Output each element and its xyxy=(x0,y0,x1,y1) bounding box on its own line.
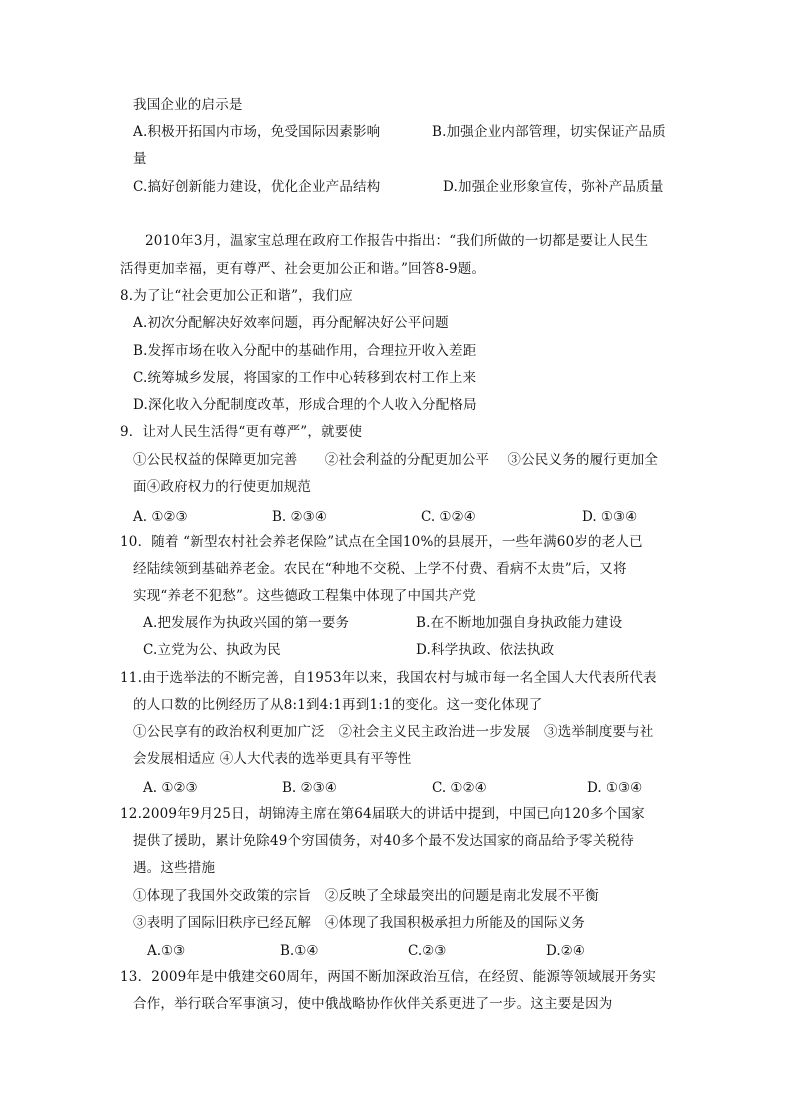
q10-option-a: A.把发展作为执政兴国的第一要务 xyxy=(143,615,350,631)
q10-line-1: 10．随着 “新型农村社会养老保险”试点在全国10%的县展开，一些年满60岁的老人已 xyxy=(120,534,643,550)
q9-stem: 9．让对人民生活得“更有尊严”，就要使 xyxy=(120,424,363,440)
q11-line-2: 的人口数的比例经历了从8:1到4:1再到1:1的变化。这一变化体现了 xyxy=(133,697,543,713)
q12-option-a: A.①③ xyxy=(147,943,186,959)
q10-line-3: 实现“养老不犯愁”。这些德政工程集中体现了中国共产党 xyxy=(133,588,477,604)
q10-line-2: 经陆续领到基础养老金。农民在“种地不交税、上学不付费、看病不太贵”后，又将 xyxy=(133,561,627,577)
q7-option-b: B.加强企业内部管理，切实保证产品质 xyxy=(432,124,666,140)
q9-option-c: C. ①②④ xyxy=(421,509,476,525)
q10-option-d: D.科学执政、依法执政 xyxy=(416,642,555,658)
q9-items-line-2: 面④政府权力的行使更加规范 xyxy=(133,479,312,495)
q7-option-b-continued: 量 xyxy=(133,151,147,167)
q9-option-d: D. ①③④ xyxy=(582,509,638,525)
q8-option-d: D.深化收入分配制度改革，形成合理的个人收入分配格局 xyxy=(133,397,477,413)
q9-option-b: B. ②③④ xyxy=(272,509,327,525)
q12-option-d: D.②④ xyxy=(546,943,585,959)
q8-stem: 8.为了让“社会更加公正和谐”，我们应 xyxy=(120,288,353,304)
q7-option-d: D.加强企业形象宣传，弥补产品质量 xyxy=(443,179,664,195)
q12-line-1: 12.2009年9月25日，胡锦涛主席在第64届联大的讲话中提到，中国已向120多个国家 xyxy=(120,806,645,822)
q13-line-2: 合作，举行联合军事演习，使中俄战略协作伙伴关系更进了一步。这主要是因为 xyxy=(133,996,613,1012)
q12-line-3: 遇。这些措施 xyxy=(133,860,216,876)
intro-line-1: 2010年3月，温家宝总理在政府工作报告中指出：“我们所做的一切都是要让人民生 xyxy=(145,233,649,249)
q9-option-a: A. ①②③ xyxy=(133,509,188,525)
q10-option-b: B.在不断地加强自身执政能力建设 xyxy=(416,615,623,631)
q8-option-b: B.发挥市场在收入分配中的基础作用，合理拉开收入差距 xyxy=(133,343,477,359)
q12-option-b: B.①④ xyxy=(280,943,319,959)
intro-line-2: 活得更加幸福，更有尊严、社会更加公正和谐。”回答8-9题。 xyxy=(120,261,486,277)
q13-line-1: 13．2009年是中俄建交60周年，两国不断加深政治互信，在经贸、能源等领域展开务实 xyxy=(120,969,657,985)
q12-items-line-1: ①体现了我国外交政策的宗旨 ②反映了全球最突出的问题是南北发展不平衡 xyxy=(133,888,599,904)
q7-option-c: C.搞好创新能力建设，优化企业产品结构 xyxy=(133,179,381,195)
q11-option-d: D. ①③④ xyxy=(587,780,643,796)
q11-items-line-2: 会发展相适应 ④人大代表的选举更具有平等性 xyxy=(133,751,412,767)
q12-option-c: C.②③ xyxy=(408,943,447,959)
q11-option-b: B. ②③④ xyxy=(282,780,337,796)
q11-line-1: 11.由于选举法的不断完善，自1953年以来，我国农村与城市每一名全国人大代表所代表 xyxy=(120,670,657,686)
q11-items-line-1: ①公民享有的政治权利更加广泛 ②社会主义民主政治进一步发展 ③选举制度要与社 xyxy=(133,724,654,740)
q11-option-a: A. ①②③ xyxy=(143,780,198,796)
q7-option-a: A.积极开拓国内市场，免受国际因素影响 xyxy=(133,124,381,140)
q12-items-line-2: ③表明了国际旧秩序已经瓦解 ④体现了我国积极承担力所能及的国际义务 xyxy=(133,915,586,931)
q11-option-c: C. ①②④ xyxy=(432,780,487,796)
q9-items-line-1: ①公民权益的保障更加完善 ②社会利益的分配更加公平 ③公民义务的履行更加全 xyxy=(133,452,659,468)
q8-option-a: A.初次分配解决好效率问题，再分配解决好公平问题 xyxy=(133,315,449,331)
q12-line-2: 提供了援助，累计免除49个穷国债务，对40多个最不发达国家的商品给予零关税待 xyxy=(133,833,634,849)
q10-option-c: C.立党为公、执政为民 xyxy=(143,642,281,658)
q8-option-c: C.统筹城乡发展，将国家的工作中心转移到农村工作上来 xyxy=(133,370,477,386)
q7-stem-tail: 我国企业的启示是 xyxy=(133,97,243,113)
